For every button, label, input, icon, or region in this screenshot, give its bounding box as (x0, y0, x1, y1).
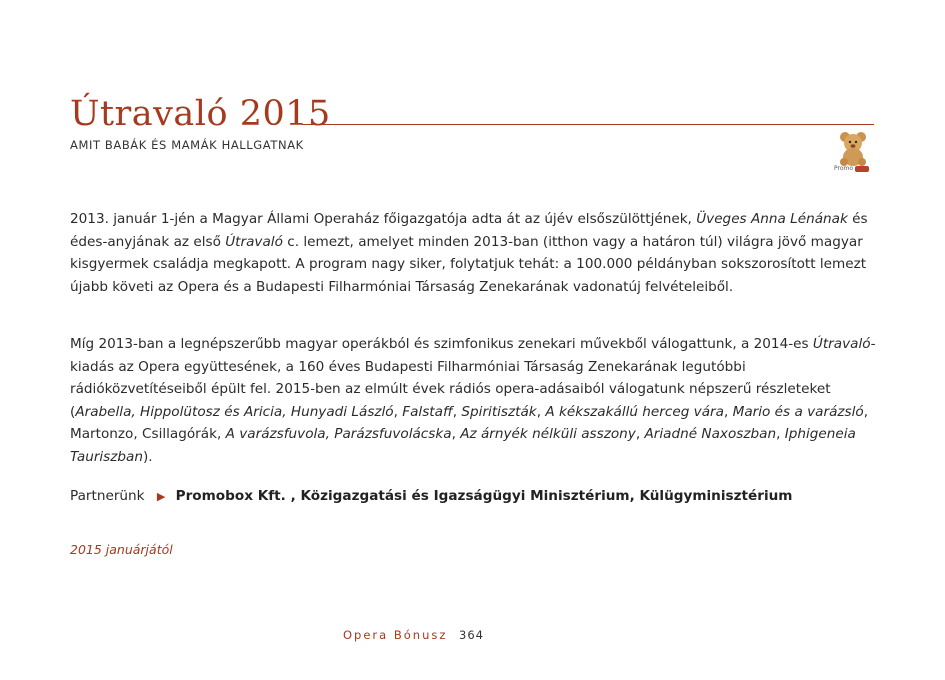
page-footer (343, 628, 484, 642)
partners-line (70, 488, 792, 504)
partners-list: Promobox Kft. , Közigazgatási és Igazságügyi Minisztérium, Külügyminisztérium (175, 488, 793, 504)
title-rule (302, 124, 874, 125)
intro-paragraph: 2013. január 1-jén a Magyar Állami Operaház főigazgatója adta át az újév elsőszülöttjének, Üveges Anna Lénának és édes-anyjának az első Útravaló c. lemezt, amelyet minden 2013-ban (itthon vagy a határon túl) világra jövő magyar kisgyermek családja megkapott. A program nagy siker, folytatjuk tehát: a 100.000 példányban sokszorosított lemezt újabb követi az Opera és a Budapesti Filharmóniai Társaság Zenekarának vadonatúj felvételeiből. (70, 211, 868, 295)
page-title: Útravaló 2015 (70, 94, 331, 134)
footer-section-name: Opera Bónusz (343, 628, 448, 642)
partners-label: Partnerünk (70, 488, 145, 504)
page-number: 364 (459, 628, 484, 642)
title-row (70, 92, 874, 136)
page-subtitle: AMIT BABÁK ÉS MAMÁK HALLGATNAK (70, 138, 304, 152)
date-note: 2015 januárjától (70, 542, 173, 557)
logo-text: Promo (834, 165, 854, 172)
arrow-right-icon: ▶ (156, 490, 166, 503)
details-paragraph: Míg 2013-ban a legnépszerűbb magyar operákból és szimfonikus zenekari művekből válogattunk, a 2014-es Útravaló-kiadás az Opera együttesének, a 160 éves Budapesti Filharmóniai Társaság Zenekarának legutóbbi rádióközvetítéseiből épült fel. 2015-ben az elmúlt évek rádiós opera-adásaiból válogatunk népszerű részleteket (Arabella, Hippolütosz és Aricia, Hunyadi László, Falstaff, Spiritiszták, A kékszakállú herceg vára, Mario és a varázsló, Martonzo, Csillagórák, A varázsfuvola, Parázsfuvolácska, Az árnyék nélküli asszony, Ariadné Naxoszban, Iphigeneia Tauriszban). (70, 336, 876, 465)
